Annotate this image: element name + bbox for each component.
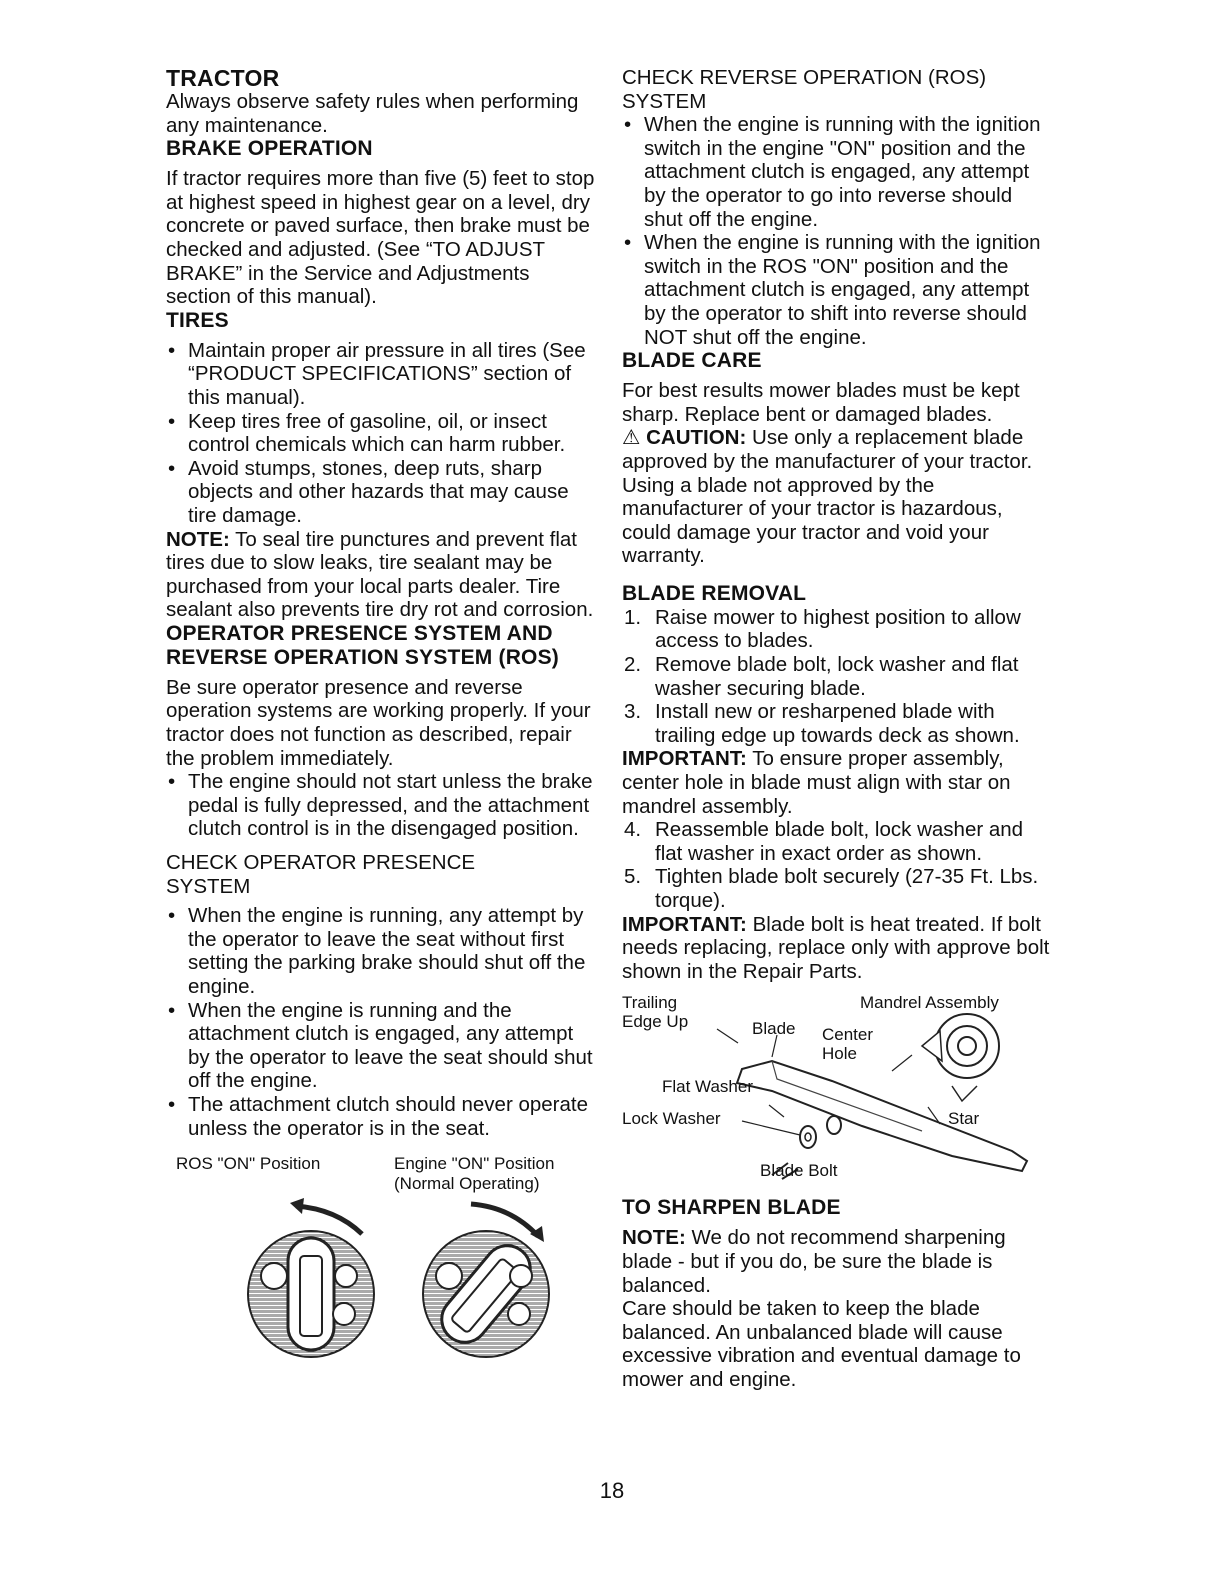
- check-ros-heading: CHECK REVERSE OPERATION (ROS) SYSTEM: [622, 66, 987, 113]
- flat-washer-label: Flat Washer: [662, 1077, 754, 1097]
- ops-text: Be sure operator presence and reverse operation systems are working properly. If your tractor does not function as described, repair the problem immediately.: [166, 675, 591, 770]
- list-item: • When the engine is running, any attempt by the operator to leave the seat without first setting the parking brake should shut off the engine.: [166, 904, 596, 998]
- blade-care-heading: BLADE CARE: [622, 349, 762, 373]
- tires-heading: TIRES: [166, 308, 229, 332]
- tires-note: [166, 528, 596, 622]
- caution-label: CAUTION:: [646, 426, 747, 450]
- list-item: • Maintain proper air pressure in all tires (See “PRODUCT SPECIFICATIONS” section of this manual).: [166, 339, 596, 410]
- removal-steps-b: [622, 818, 1052, 912]
- hole-label: Hole: [822, 1044, 857, 1064]
- list-item: 1. Raise mower to highest position to allow access to blades.: [624, 605, 1021, 653]
- blade-bolt-label: Blade Bolt: [760, 1161, 838, 1181]
- engine-position-label: Engine "ON" Position: [394, 1154, 555, 1174]
- mandrel-label: Mandrel Assembly: [860, 993, 999, 1013]
- blade-care-text: For best results mower blades must be kept sharp. Replace bent or damaged blades.: [622, 379, 1020, 426]
- list-item: 5. Tighten blade bolt securely (27-35 Ft. Lbs. torque).: [624, 865, 1039, 912]
- engine-switch-icon: [423, 1204, 549, 1357]
- important-label: IMPORTANT:: [622, 747, 747, 771]
- tractor-text: Always observe safety rules when performing any maintenance.: [166, 90, 579, 137]
- list-item: • The attachment clutch should never operate unless the operator is in the seat.: [166, 1093, 596, 1140]
- list-item: • When the engine is running with the ignition switch in the ROS "ON" position and the attachment clutch is engaged, any attempt by the operator to shift into reverse should NOT shut off the engine.: [622, 231, 1052, 349]
- caution-text: Use only a replacement blade approved by the manufacturer of your tractor. Using a blade not approved by the manufacturer of your tractor is hazardous, could damage your tractor and void your warranty.: [622, 426, 1033, 568]
- center-label: Center: [822, 1025, 874, 1045]
- brake-text: If tractor requires more than five (5) feet to stop at highest speed in highest gear on a level, dry concrete or paved surface, then brake must be checked and adjusted. (See “TO ADJUST BRAKE” in the Service and Adjustments section of this manual).: [166, 167, 595, 309]
- list-item: • Avoid stumps, stones, deep ruts, sharp objects and other hazards that may cause tire damage.: [166, 457, 596, 528]
- check-ops-heading: CHECK OPERATOR PRESENCE SYSTEM: [166, 851, 476, 898]
- blade-assembly-figure: [622, 991, 1052, 1196]
- blade-label: Blade: [752, 1019, 796, 1039]
- important-label: IMPORTANT:: [622, 912, 747, 936]
- sharpen-text: Care should be taken to keep the blade balanced. An unbalanced blade will cause excessive vibration and eventual damage to mower and engine.: [622, 1297, 1021, 1391]
- check-ros-list: [622, 113, 1052, 349]
- check-ops-list: [166, 904, 596, 1140]
- tires-list: [166, 339, 596, 528]
- trailing-label: Trailing: [622, 993, 678, 1013]
- warning-triangle-icon: ⚠: [622, 426, 641, 450]
- ops-heading: OPERATOR PRESENCE SYSTEM AND REVERSE OPERATION SYSTEM (ROS): [166, 621, 559, 669]
- removal-steps-a: [622, 606, 1052, 748]
- important-note-2: IMPORTANT: Blade bolt is heat treated. If bolt needs replacing, replace only with approve bolt shown in the Repair Parts.: [622, 912, 1050, 983]
- ignition-switch-diagram: [166, 1194, 596, 1384]
- list-item: 3. Install new or resharpened blade with trailing edge up towards deck as shown.: [624, 700, 1020, 747]
- brake-heading: BRAKE OPERATION: [166, 137, 373, 161]
- list-item: • When the engine is running and the attachment clutch is engaged, any attempt by the operator to leave the seat should shut off the engine.: [166, 999, 596, 1093]
- normal-operating-label: (Normal Operating): [394, 1174, 540, 1194]
- list-item: 4. Reassemble blade bolt, lock washer and flat washer in exact order as shown.: [624, 818, 1024, 865]
- left-column: [166, 66, 596, 1384]
- caution-paragraph: [622, 426, 1052, 568]
- list-item: • Keep tires free of gasoline, oil, or insect control chemicals which can harm rubber.: [166, 410, 596, 457]
- note-label: NOTE:: [622, 1226, 686, 1250]
- sharpen-note: NOTE: We do not recommend sharpening blade - but if you do, be sure the blade is balanced.: [622, 1226, 1006, 1297]
- list-item: • The engine should not start unless the brake pedal is fully depressed, and the attachment clutch control is in the disengaged position.: [166, 770, 596, 841]
- right-column: [622, 66, 1052, 1392]
- star-label: Star: [948, 1109, 980, 1129]
- page-number: 18: [599, 1478, 625, 1503]
- tractor-heading: TRACTOR: [166, 65, 280, 91]
- blade-removal-heading: BLADE REMOVAL: [622, 581, 807, 605]
- lock-washer-label: Lock Washer: [622, 1109, 721, 1129]
- ops-list: [166, 770, 596, 841]
- edge-up-label: Edge Up: [622, 1012, 689, 1032]
- important-note-1: IMPORTANT: To ensure proper assembly, center hole in blade must align with star on mandrel assembly.: [622, 747, 1011, 818]
- note-label: NOTE:: [166, 527, 230, 551]
- list-item: • When the engine is running with the ignition switch in the engine "ON" position and the attachment clutch is engaged, any attempt by the operator to go into reverse should shut off the engine.: [622, 113, 1052, 231]
- ros-position-label: ROS "ON" Position: [176, 1154, 321, 1174]
- sharpen-heading: TO SHARPEN BLADE: [622, 1196, 841, 1220]
- ignition-switch-figure: [166, 1154, 596, 1384]
- list-item: 2. Remove blade bolt, lock washer and flat washer securing blade.: [624, 653, 1019, 700]
- ros-switch-icon: [248, 1198, 374, 1357]
- note-text: To seal tire punctures and prevent flat tires due to slow leaks, tire sealant may be purchased from your local parts dealer. Tire sealant also prevents tire dry rot and corrosion.: [166, 527, 594, 622]
